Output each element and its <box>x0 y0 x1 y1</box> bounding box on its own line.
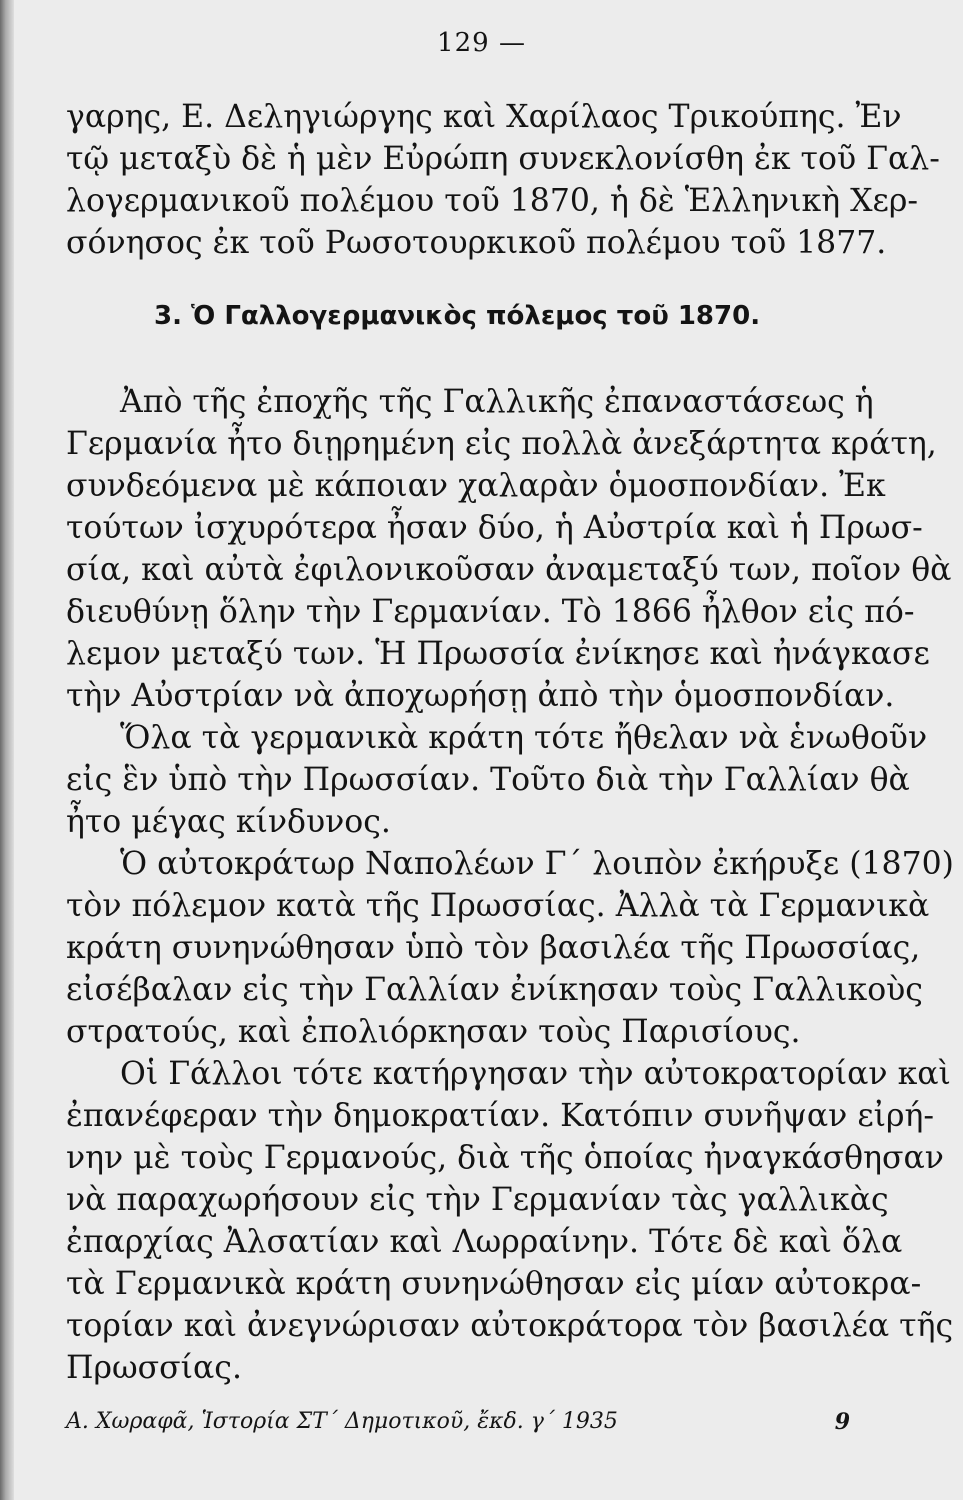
text-line: στρατούς, καὶ ἐπολιόρκησαν τοὺς Παρισίους. <box>66 1014 801 1050</box>
text-line: λογερμανικοῦ πολέμου τοῦ 1870, ἡ δὲ Ἑλληνικὴ Χερ- <box>66 183 918 219</box>
text-line: διευθύνῃ ὅλην τὴν Γερμανίαν. Τὸ 1866 ἦλθον εἰς πό- <box>66 594 915 630</box>
text-line: ἐπαρχίας Ἀλσατίαν καὶ Λωρραίνην. Τότε δὲ καὶ ὅλα <box>66 1224 903 1260</box>
page-number: 129 — <box>437 28 526 58</box>
text-line: ἦτο μέγας κίνδυνος. <box>66 804 391 840</box>
text-line: Οἱ Γάλλοι τότε κατήργησαν τὴν αὐτοκρατορίαν καὶ <box>120 1056 951 1092</box>
text-line: εἰσέβαλαν εἰς τὴν Γαλλίαν ἐνίκησαν τοὺς Γαλλικοὺς <box>66 972 923 1008</box>
text-line: Γερμανία ἦτο διῃρημένη εἰς πολλὰ ἀνεξάρτητα κράτη, <box>66 426 937 462</box>
text-line: γαρης, Ε. Δεληγιώργης καὶ Χαρίλαος Τρικούπης. Ἐν <box>66 99 902 135</box>
text-line: τὴν Αὐστρίαν νὰ ἀποχωρήσῃ ἀπὸ τὴν ὁμοσπονδίαν. <box>66 678 895 714</box>
text-line: συνδεόμενα μὲ κάποιαν χαλαρὰν ὁμοσπονδίαν. Ἐκ <box>66 468 886 504</box>
text-line: τὰ Γερμανικὰ κράτη συνηνώθησαν εἰς μίαν αὐτοκρα- <box>66 1266 922 1302</box>
sheet-number: 9 <box>834 1409 850 1435</box>
text-line: Ἀπὸ τῆς ἐποχῆς τῆς Γαλλικῆς ἐπαναστάσεως ἡ <box>120 384 874 420</box>
text-line: τῷ μεταξὺ δὲ ἡ μὲν Εὐρώπη συνεκλονίσθη ἐκ τοῦ Γαλ- <box>66 141 940 177</box>
text-line: κράτη συνηνώθησαν ὑπὸ τὸν βασιλέα τῆς Πρωσσίας, <box>66 930 921 966</box>
section-heading: 3. Ὁ Γαλλογερμανικὸς πόλεμος τοῦ 1870. <box>154 301 761 331</box>
text-line: ἐπανέφεραν τὴν δημοκρατίαν. Κατόπιν συνῆψαν εἰρή- <box>66 1098 935 1134</box>
text-line: νὰ παραχωρήσουν εἰς τὴν Γερμανίαν τὰς γαλλικὰς <box>66 1182 889 1218</box>
page-spine-shadow <box>0 0 14 1500</box>
text-line: τορίαν καὶ ἀνεγνώρισαν αὐτοκράτορα τὸν βασιλέα τῆς <box>66 1308 954 1344</box>
text-line: λεμον μεταξύ των. Ἡ Πρωσσία ἐνίκησε καὶ ἠνάγκασε <box>66 636 930 672</box>
text-line: σία, καὶ αὐτὰ ἐφιλονικοῦσαν ἀναμεταξύ των, ποῖον θὰ <box>66 552 952 588</box>
text-line: Ὅλα τὰ γερμανικὰ κράτη τότε ἤθελαν νὰ ἑνωθοῦν <box>120 720 928 756</box>
text-line: τὸν πόλεμον κατὰ τῆς Πρωσσίας. Ἀλλὰ τὰ Γερμανικὰ <box>66 888 930 924</box>
text-line: νην μὲ τοὺς Γερμανούς, διὰ τῆς ὁποίας ἠναγκάσθησαν <box>66 1140 944 1176</box>
text-line: εἰς ἓν ὑπὸ τὴν Πρωσσίαν. Τοῦτο διὰ τὴν Γαλλίαν θὰ <box>66 762 910 798</box>
text-line: τούτων ἰσχυρότερα ἦσαν δύο, ἡ Αὐστρία καὶ ἡ Πρωσ- <box>66 510 923 546</box>
text-line: σόνησος ἐκ τοῦ Ρωσοτουρκικοῦ πολέμου τοῦ 1877. <box>66 225 887 261</box>
text-line: Πρωσσίας. <box>66 1350 242 1386</box>
page-footer <box>66 1402 856 1442</box>
footer-citation: Α. Χωραφᾶ, Ἱστορία ΣΤ΄ Δημοτικοῦ, ἔκδ. γ΄ 1935 <box>66 1409 618 1434</box>
text-line: Ὁ αὐτοκράτωρ Ναπολέων Γ΄ λοιπὸν ἐκήρυξε (1870) <box>120 846 954 882</box>
